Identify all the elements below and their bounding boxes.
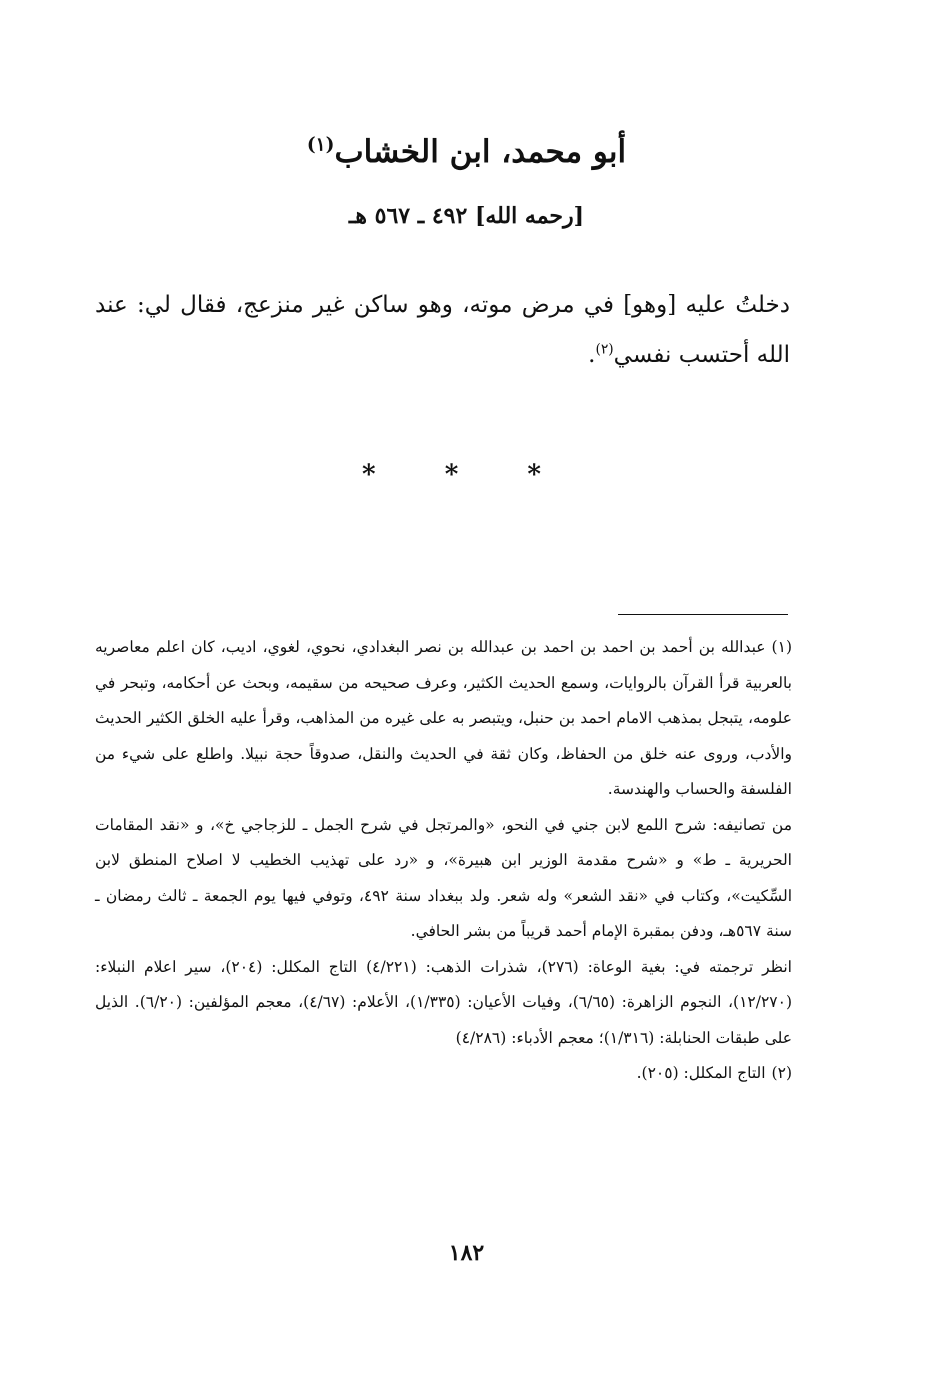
main-paragraph-end: .: [588, 342, 596, 368]
chapter-title: [0, 130, 933, 174]
footnote-1-bio: [95, 630, 792, 808]
footnote-1-bio-text: عبدالله بن أحمد بن احمد بن احمد بن عبدالله بن نصر البغدادي، نحوي، لغوي، اديب، كان اعلم معاصريه بالعربية قرأ القرآن بالروايات، وسمع الحديث الكثير، وعرف صحيحه من سقيمه، وبحث عن أحكامه، وتبحر في علومه، يتبجل بمذهب الامام احمد بن حنبل، ويتبصر به على غيره من المذاهب، وقرأ عليه الخلق الكثير الحديث والأدب، وروى عنه خلق من الحفاظ، وكان ثقة في الحديث والنقل، صدوقاً حجة نبيلا. واطلع على شيء من الفلسفة والحساب والهندسة.: [95, 638, 792, 798]
main-paragraph: [95, 280, 790, 380]
footnote-1-works: من تصانيفه: شرح اللمع لابن جني في النحو، «والمرتجل في شرح الجمل ـ للزجاجي خ»، و «نقد المقامات الحريرية ـ ط» و «شرح مقدمة الوزير ابن هبيرة»، و «رد على تهذيب الخطيب لا اصلاح المنطق لابن السِّكيت»، وكتاب في «نقد الشعر» وله شعر. ولد ببغداد سنة ٤٩٢، وتوفي فيها يوم الجمعة ـ ثالث رمضان ـ سنة ٥٦٧هـ، ودفن بمقبرة الإمام أحمد قريباً من بشر الحافي.: [95, 815, 792, 940]
footnote-2-text: التاج المكلل: (٢٠٥).: [636, 1064, 766, 1082]
footnotes-section: [95, 630, 792, 1092]
footnote-1-sources: انظر ترجمته في: بغية الوعاة: (٢٧٦)، شذرات الذهب: (٤/٢٢١) التاج المكلل: (٢٠٤)، سير اعلام النبلاء: (١٢/٢٧٠)، النجوم الزاهرة: (٦/٦٥)، وفيات الأعيان: (١/٣٣٥)، الأعلام: (٤/٦٧)، معجم المؤلفين: (٦/٢٠). الذيل على طبقات الحنابلة: (١/٣١٦)؛ معجم الأدباء: (٤/٢٨٦): [95, 957, 792, 1047]
footnote-1-number: (١): [771, 638, 792, 656]
footnote-2: [95, 1056, 792, 1092]
main-paragraph-text: دخلتُ عليه [وهو] في مرض موته، وهو ساكن غير منزعج، فقال لي: عند الله أحتسب نفسي: [95, 292, 790, 368]
chapter-subtitle: [رحمه الله] ٤٩٢ ـ ٥٦٧ هـ: [348, 203, 585, 229]
chapter-title-text: أبو محمد، ابن الخشاب: [334, 134, 627, 170]
main-footnote-ref: (٢): [595, 341, 614, 358]
footnote-2-number: (٢): [771, 1064, 792, 1082]
page-number: ١٨٢: [448, 1240, 485, 1266]
section-separator: * * *: [362, 460, 571, 490]
title-footnote-ref: (١): [306, 134, 335, 156]
footnote-divider: [618, 614, 788, 615]
